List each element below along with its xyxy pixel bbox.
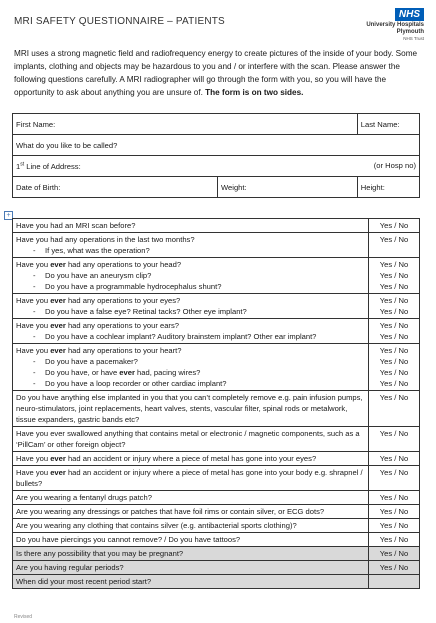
question-text-cell	[13, 533, 369, 547]
question-text-cell	[13, 391, 369, 427]
question-row	[13, 452, 420, 466]
sub-question: - Do you have, or have ever had, pacing wires?	[33, 368, 201, 377]
question-row	[13, 533, 420, 547]
question-text-cell	[13, 575, 369, 589]
question-row	[13, 319, 420, 344]
question-row	[13, 491, 420, 505]
answer-cell	[369, 344, 420, 391]
question-row	[13, 344, 420, 391]
question-text: Have you ever had any operations to your heart?	[16, 346, 182, 355]
question-row	[13, 505, 420, 519]
yes-no-option[interactable]: Yes / No	[379, 307, 409, 316]
yes-no-option[interactable]: Yes / No	[379, 535, 409, 544]
question-row	[13, 519, 420, 533]
sub-question: - Do you have a loop recorder or other cardiac implant?	[33, 379, 227, 388]
answer-cell	[369, 233, 420, 258]
question-row	[13, 294, 420, 319]
yes-no-option[interactable]: Yes / No	[379, 260, 409, 269]
yes-no-option[interactable]: Yes / No	[379, 282, 409, 291]
answer-cell	[369, 561, 420, 575]
yes-no-option[interactable]: Yes / No	[379, 468, 409, 477]
question-row	[13, 575, 420, 589]
weight-field[interactable]: Weight:	[218, 177, 358, 198]
yes-no-option[interactable]: Yes / No	[379, 296, 409, 305]
yes-no-option	[372, 576, 416, 587]
intro-paragraph	[14, 47, 424, 99]
question-text: Are you having regular periods?	[16, 563, 124, 572]
last-name-field[interactable]: Last Name:	[357, 114, 419, 135]
sub-question: - Do you have a false eye? Retinal tacks? Other eye implant?	[33, 307, 247, 316]
sub-question: - Do you have a cochlear implant? Auditory brainstem implant? Other ear implant?	[33, 332, 317, 341]
answer-cell	[369, 452, 420, 466]
question-text-cell	[13, 294, 369, 319]
hosp-no-label: (or Hosp no)	[373, 161, 416, 171]
question-row	[13, 561, 420, 575]
yes-no-option[interactable]: Yes / No	[379, 235, 409, 244]
question-text-cell	[13, 466, 369, 491]
question-row	[13, 547, 420, 561]
answer-cell	[369, 294, 420, 319]
question-text: Have you ever had any operations to your head?	[16, 260, 182, 269]
questions-table	[12, 218, 420, 589]
nhs-logo-badge: NHS	[395, 8, 424, 21]
question-text: Have you ever had any operations to your eyes?	[16, 296, 181, 305]
question-text: When did your most recent period start?	[16, 577, 152, 586]
yes-no-option[interactable]: Yes / No	[379, 454, 409, 463]
logo-line1: University Hospitals	[366, 22, 424, 28]
question-text-cell	[13, 491, 369, 505]
answer-cell	[369, 575, 420, 589]
question-text: Have you ever swallowed anything that contains metal or electronic / magnetic components, such as a ‘PillCam’ or other foreign object?	[16, 429, 360, 449]
called-field[interactable]: What do you like to be called?	[13, 135, 420, 156]
question-text: Are you wearing any clothing that contains silver (e.g. antibacterial sports clothing)?	[16, 521, 297, 530]
answer-cell	[369, 533, 420, 547]
answer-cell	[369, 427, 420, 452]
question-row	[13, 466, 420, 491]
question-text-cell	[13, 258, 369, 294]
yes-no-option[interactable]: Yes / No	[379, 271, 409, 280]
sub-question: - Do you have an aneurysm clip?	[33, 271, 152, 280]
yes-no-option[interactable]: Yes / No	[379, 332, 409, 341]
intro-text: MRI uses a strong magnetic field and radiofrequency energy to create pictures of the inside of your body. Some implants, clothing and objects may be hazardous to you and / or interfere with the scan. Please answer the following questions carefully. A MRI radiographer will go through the form with you, so you will have the opportunity to ask about anything you are unsure of.	[14, 49, 418, 97]
intro-bold: The form is on two sides.	[205, 88, 304, 97]
question-text-cell	[13, 505, 369, 519]
yes-no-option[interactable]: Yes / No	[379, 346, 409, 355]
question-text: Are you wearing any dressings or patches that have foil rims or contain silver, or ECG dots?	[16, 507, 325, 516]
yes-no-option[interactable]: Yes / No	[379, 429, 409, 438]
answer-cell	[369, 319, 420, 344]
yes-no-option	[372, 245, 416, 256]
question-text: Have you had an MRI scan before?	[16, 221, 136, 230]
table-move-handle-icon[interactable]: +	[4, 211, 13, 220]
first-name-field[interactable]: First Name:	[13, 114, 358, 135]
answer-cell	[369, 466, 420, 491]
question-row	[13, 391, 420, 427]
question-text-cell	[13, 561, 369, 575]
address-label: 1st Line of Address:	[16, 161, 81, 171]
question-text-cell	[13, 344, 369, 391]
footer-text: Revised	[14, 614, 33, 620]
answer-cell	[369, 219, 420, 233]
yes-no-option[interactable]: Yes / No	[379, 493, 409, 502]
question-row	[13, 258, 420, 294]
question-text-cell	[13, 219, 369, 233]
question-text-cell	[13, 547, 369, 561]
question-text-cell	[13, 452, 369, 466]
question-text-cell	[13, 427, 369, 452]
height-field[interactable]: Height:	[357, 177, 419, 198]
yes-no-option[interactable]: Yes / No	[379, 321, 409, 330]
question-text: Have you ever had an accident or injury where a piece of metal has gone into your eyes?	[16, 454, 317, 463]
question-row	[13, 219, 420, 233]
sub-question: - Do you have a programmable hydrocephalus shunt?	[33, 282, 222, 291]
question-text-cell	[13, 319, 369, 344]
yes-no-option[interactable]: Yes / No	[379, 393, 409, 402]
yes-no-option[interactable]: Yes / No	[379, 379, 409, 388]
answer-cell	[369, 505, 420, 519]
answer-cell	[369, 391, 420, 427]
yes-no-option[interactable]: Yes / No	[379, 563, 409, 572]
question-row	[13, 233, 420, 258]
address-field[interactable]	[13, 156, 420, 177]
question-text: Do you have anything else implanted in you that you can’t completely remove e.g. pain infusion pumps, neuro-stimulators, joint replacements, heart valves, stents, vascular filter, spinal rods or metalwork, tissue expanders, gastric bands etc?	[16, 393, 363, 424]
page-title: MRI SAFETY QUESTIONNAIRE – PATIENTS	[14, 16, 225, 27]
question-text-cell	[13, 233, 369, 258]
question-text: Have you ever had any operations to your ears?	[16, 321, 179, 330]
question-text: Do you have piercings you cannot remove? / Do you have tattoos?	[16, 535, 241, 544]
question-row	[13, 427, 420, 452]
yes-no-option[interactable]: Yes / No	[379, 221, 409, 230]
logo-sub: NHS Trust	[403, 36, 424, 41]
question-text: Is there any possibility that you may be pregnant?	[16, 549, 184, 558]
answer-cell	[369, 258, 420, 294]
answer-cell	[369, 547, 420, 561]
nhs-logo	[350, 4, 424, 42]
question-text: Have you had any operations in the last two months?	[16, 235, 195, 244]
yes-no-option[interactable]: Yes / No	[379, 549, 409, 558]
yes-no-option[interactable]: Yes / No	[379, 357, 409, 366]
answer-cell	[369, 519, 420, 533]
yes-no-option[interactable]: Yes / No	[379, 521, 409, 530]
yes-no-option[interactable]: Yes / No	[379, 368, 409, 377]
yes-no-option[interactable]: Yes / No	[379, 507, 409, 516]
question-text-cell	[13, 519, 369, 533]
sub-question: - Do you have a pacemaker?	[33, 357, 138, 366]
dob-field[interactable]: Date of Birth:	[13, 177, 218, 198]
question-text: Are you wearing a fentanyl drugs patch?	[16, 493, 152, 502]
answer-cell	[369, 491, 420, 505]
sub-question: - If yes, what was the operation?	[33, 246, 150, 255]
logo-line2: Plymouth	[396, 29, 424, 35]
patient-details-table	[12, 113, 420, 198]
question-text: Have you ever had an accident or injury where a piece of metal has gone into your body e.g. shrapnel / bullets?	[16, 468, 363, 488]
